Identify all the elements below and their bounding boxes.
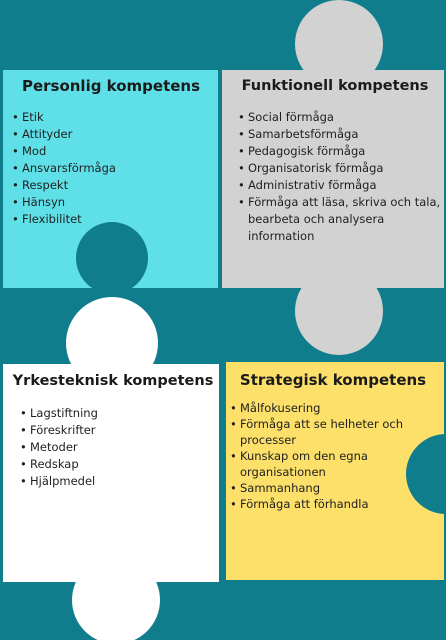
list-item: • Ansvarsförmåga xyxy=(12,160,214,177)
list-item: • Samarbetsförmåga xyxy=(238,126,442,143)
list-item: • Flexibilitet xyxy=(12,211,214,228)
list-item: • Målfokusering xyxy=(230,400,438,416)
list-item: • Social förmåga xyxy=(238,109,442,126)
strategisk-panel xyxy=(228,370,438,512)
list-item: • Mod xyxy=(12,143,214,160)
list-item: • Administrativ förmåga xyxy=(238,177,442,194)
list-item: • Kunskap om den egna organisationen xyxy=(230,448,438,480)
list-item: • Lagstiftning xyxy=(20,405,218,422)
list-item: • Etik xyxy=(12,109,214,126)
list-item: • Förmåga att läsa, skriva och tala, bearbeta och analysera information xyxy=(238,194,442,245)
list-item: • Attityder xyxy=(12,126,214,143)
funktionell-title: Funktionell kompetens xyxy=(241,78,429,94)
personlig-panel xyxy=(8,76,214,228)
list-item: • Föreskrifter xyxy=(20,422,218,439)
list-item: • Förmåga att förhandla xyxy=(230,496,438,512)
list-item: • Metoder xyxy=(20,439,218,456)
strategisk-list xyxy=(228,400,438,512)
list-item: • Pedagogisk förmåga xyxy=(238,143,442,160)
personlig-title: Personlig kompetens xyxy=(21,77,201,95)
funktionell-panel xyxy=(228,76,442,245)
strategisk-title: Strategisk kompetens xyxy=(239,371,427,389)
list-item: • Hjälpmedel xyxy=(20,473,218,490)
list-item: • Respekt xyxy=(12,177,214,194)
list-item: • Redskap xyxy=(20,456,218,473)
yrkesteknisk-list xyxy=(8,405,218,490)
funktionell-list xyxy=(228,109,442,245)
personlig-list xyxy=(8,109,214,228)
list-item: • Förmåga att se helheter och processer xyxy=(230,416,438,448)
yrkesteknisk-title: Yrkesteknisk kompetens xyxy=(12,373,214,389)
list-item: • Sammanhang xyxy=(230,480,438,496)
list-item: • Organisatorisk förmåga xyxy=(238,160,442,177)
yrkesteknisk-panel xyxy=(8,371,218,490)
list-item: • Hänsyn xyxy=(12,194,214,211)
